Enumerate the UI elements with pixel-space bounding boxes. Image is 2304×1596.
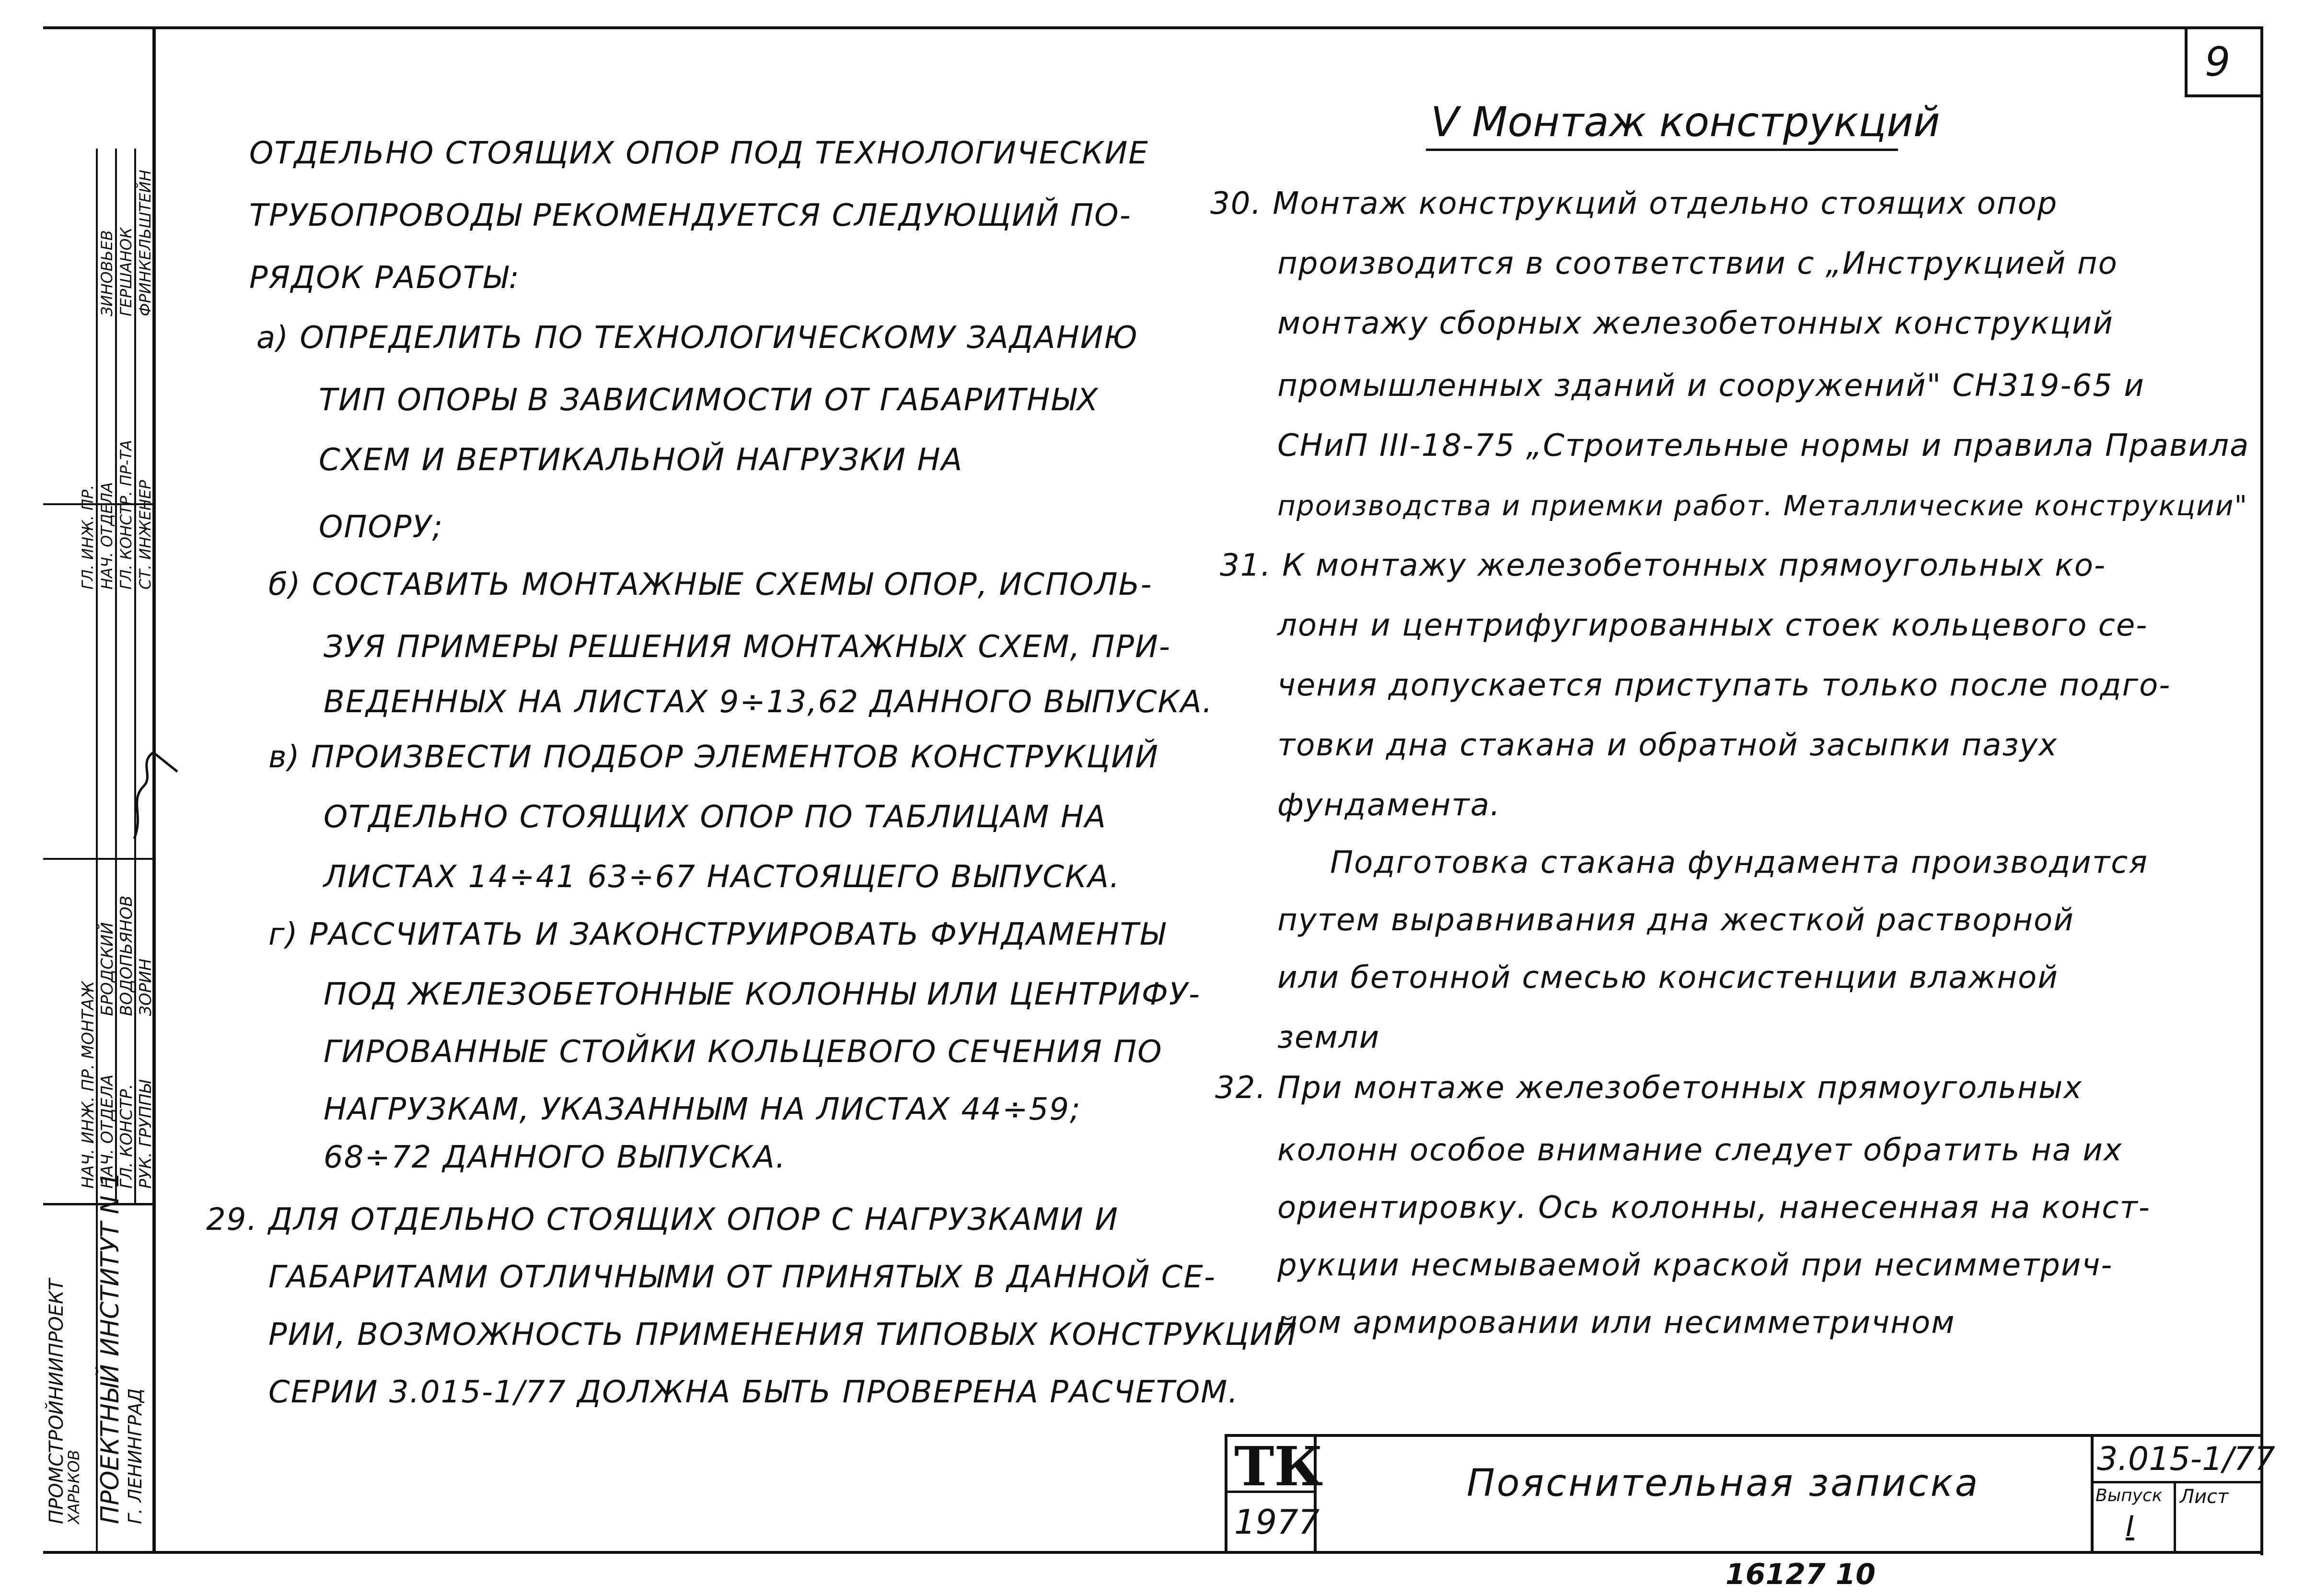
document-title: Пояснительная записка <box>1467 1462 1980 1505</box>
middle-role-3: ГЛ. КОНСТР. ПР-ТА <box>117 439 135 590</box>
frame-right-line <box>2260 26 2263 1555</box>
right-line-20: ном армировании или несимметричном <box>1277 1305 1956 1341</box>
section-heading: V Монтаж конструкций <box>1431 98 1940 146</box>
left-line-20: ГАБАРИТАМИ ОТЛИЧНЫМИ ОТ ПРИНЯТЫХ В ДАННОЙ СЕ- <box>268 1260 1216 1295</box>
upper-name-2: ГЕРШАНОК <box>117 227 135 316</box>
left-line-11: в) ПРОИЗВЕСТИ ПОДБОР ЭЛЕМЕНТОВ КОНСТРУКЦИЙ <box>268 740 1159 775</box>
title-block-left-line <box>1225 1434 1227 1554</box>
left-line-5: ТИП ОПОРЫ В ЗАВИСИМОСТИ ОТ ГАБАРИТНЫХ <box>319 382 1099 418</box>
org-line-3: ПРОЕКТНЫЙ ИНСТИТУТ N 1 <box>96 1171 125 1524</box>
tk-logo: ТК <box>1234 1435 1323 1498</box>
right-line-7: 31. К монтажу железобетонных прямоугольных ко- <box>1220 548 2106 583</box>
left-line-10: ВЕДЕННЫХ НА ЛИСТАХ 9÷13,62 ДАННОГО ВЫПУСКА. <box>324 684 1213 720</box>
left-line-22: СЕРИИ 3.015-1/77 ДОЛЖНА БЫТЬ ПРОВЕРЕНА РАСЧЕТОМ. <box>268 1375 1239 1410</box>
left-line-13: ЛИСТАХ 14÷41 63÷67 НАСТОЯЩЕГО ВЫПУСКА. <box>324 859 1121 895</box>
title-block-year: 1977 <box>1234 1503 1320 1542</box>
right-line-15: земли <box>1277 1020 1380 1055</box>
lower-role-3: ГЛ. КОНСТР. <box>117 1084 136 1189</box>
right-line-4: промышленных зданий и сооружений" СН319-65 и <box>1277 368 2145 404</box>
left-line-9: ЗУЯ ПРИМЕРЫ РЕШЕНИЯ МОНТАЖНЫХ СХЕМ, ПРИ- <box>324 629 1171 665</box>
issue-label: Выпуск <box>2096 1486 2163 1505</box>
right-line-11: фундамента. <box>1277 787 1501 823</box>
left-line-3: РЯДОК РАБОТЫ: <box>249 260 520 296</box>
sheet-label: Лист <box>2180 1486 2229 1508</box>
sheet-number: 9 <box>2205 38 2231 85</box>
title-block-top-line <box>1225 1434 2263 1437</box>
right-line-18: ориентировку. Ось колонны, нанесенная на конст- <box>1277 1190 2151 1226</box>
left-line-7: ОПОРУ; <box>319 509 444 545</box>
title-block-issue-divider <box>2174 1481 2176 1554</box>
left-line-19: 29. ДЛЯ ОТДЕЛЬНО СТОЯЩИХ ОПОР С НАГРУЗКАМИ И <box>206 1202 1119 1237</box>
middle-role-1: ГЛ. ИНЖ. ПР. <box>79 485 97 590</box>
frame-bottom-line <box>43 1551 2263 1554</box>
right-line-14: или бетонной смесью консистенции влажной <box>1277 960 2059 995</box>
right-line-2: производится в соответствии с „Инструкцией по <box>1277 246 2118 281</box>
middle-role-2: НАЧ. ОТДЕЛА <box>98 482 116 590</box>
right-line-8: лонн и центрифугированных стоек кольцевого се- <box>1277 608 2148 643</box>
signature-mark <box>125 743 192 848</box>
org-line-4: Г. ЛЕНИНГРАД <box>125 1388 146 1524</box>
upper-name-3: ФРИНКЕЛЬШТЕЙН <box>136 170 154 316</box>
right-line-17: колонн особое внимание следует обратить на их <box>1277 1133 2123 1168</box>
left-line-6: СХЕМ И ВЕРТИКАЛЬНОЙ НАГРУЗКИ НА <box>319 442 963 478</box>
heading-underline <box>1426 149 1898 151</box>
left-line-1: ОТДЕЛЬНО СТОЯЩИХ ОПОР ПОД ТЕХНОЛОГИЧЕСКИЕ <box>249 136 1149 171</box>
frame-top-line <box>43 26 2262 29</box>
lower-role-1: НАЧ. ИНЖ. ПР. МОНТАЖ <box>79 981 98 1189</box>
lower-name-3: ЗОРИН <box>136 958 155 1016</box>
title-block-series-divider <box>2091 1434 2094 1554</box>
org-line-2: ХАРЬКОВ <box>65 1450 83 1524</box>
right-line-12: Подготовка стакана фундамента производится <box>1330 845 2148 880</box>
left-line-17: НАГРУЗКАМ, УКАЗАННЫМ НА ЛИСТАХ 44÷59; <box>324 1092 1081 1127</box>
right-line-6: производства и приемки работ. Металлические конструкции" <box>1277 489 2248 522</box>
left-line-8: б) СОСТАВИТЬ МОНТАЖНЫЕ СХЕМЫ ОПОР, ИСПОЛЬ- <box>268 567 1153 602</box>
left-line-4: а) ОПРЕДЕЛИТЬ ПО ТЕХНОЛОГИЧЕСКОМУ ЗАДАНИЮ <box>256 320 1138 356</box>
side-stamp-hline-2 <box>43 858 153 860</box>
issue-value: I <box>2126 1510 2134 1543</box>
left-line-2: ТРУБОПРОВОДЫ РЕКОМЕНДУЕТСЯ СЛЕДУЮЩИЙ ПО- <box>249 198 1132 233</box>
left-line-12: ОТДЕЛЬНО СТОЯЩИХ ОПОР ПО ТАБЛИЦАМ НА <box>324 799 1107 835</box>
right-line-3: монтажу сборных железобетонных конструкций <box>1277 306 2114 341</box>
left-line-15: ПОД ЖЕЛЕЗОБЕТОННЫЕ КОЛОННЫ ИЛИ ЦЕНТРИФУ- <box>324 977 1201 1012</box>
right-line-10: товки дна стакана и обратной засыпки пазух <box>1277 728 2058 763</box>
series-number: 3.015-1/77 <box>2097 1440 2275 1478</box>
right-line-19: рукции несмываемой краской при несимметрич- <box>1277 1248 2113 1283</box>
right-line-13: путем выравнивания дна жесткой растворной <box>1277 902 2074 938</box>
left-line-18: 68÷72 ДАННОГО ВЫПУСКА. <box>324 1140 787 1175</box>
middle-role-4: СТ. ИНЖЕНЕР <box>136 480 154 590</box>
footer-stamp: 16127 10 <box>1725 1558 1876 1591</box>
org-line-1: ПРОМСТРОЙНИИПРОЕКТ <box>46 1279 68 1524</box>
right-line-9: чения допускается приступать только после подго- <box>1277 668 2171 703</box>
lower-name-1: БРОДСКИЙ <box>98 922 117 1016</box>
left-line-21: РИИ, ВОЗМОЖНОСТЬ ПРИМЕНЕНИЯ ТИПОВЫХ КОНСТРУКЦИЙ <box>268 1317 1298 1353</box>
lower-role-4: РУК. ГРУППЫ <box>136 1080 155 1189</box>
upper-name-1: ЗИНОВЬЕВ <box>98 230 116 316</box>
title-block-series-hline <box>2091 1481 2263 1483</box>
left-line-14: г) РАССЧИТАТЬ И ЗАКОНСТРУИРОВАТЬ ФУНДАМЕНТЫ <box>268 917 1166 952</box>
right-line-1: 30. Монтаж конструкций отдельно стоящих опор <box>1210 186 2058 221</box>
lower-role-2: НАЧ. ОТДЕЛА <box>98 1074 117 1189</box>
right-line-16: 32. При монтаже железобетонных прямоугольных <box>1215 1070 2083 1106</box>
left-line-16: ГИРОВАННЫЕ СТОЙКИ КОЛЬЦЕВОГО СЕЧЕНИЯ ПО <box>324 1034 1163 1070</box>
lower-name-2: ВОДОПЬЯНОВ <box>117 895 136 1016</box>
right-line-5: СНиП III-18-75 „Строительные нормы и правила Правила <box>1277 428 2250 463</box>
